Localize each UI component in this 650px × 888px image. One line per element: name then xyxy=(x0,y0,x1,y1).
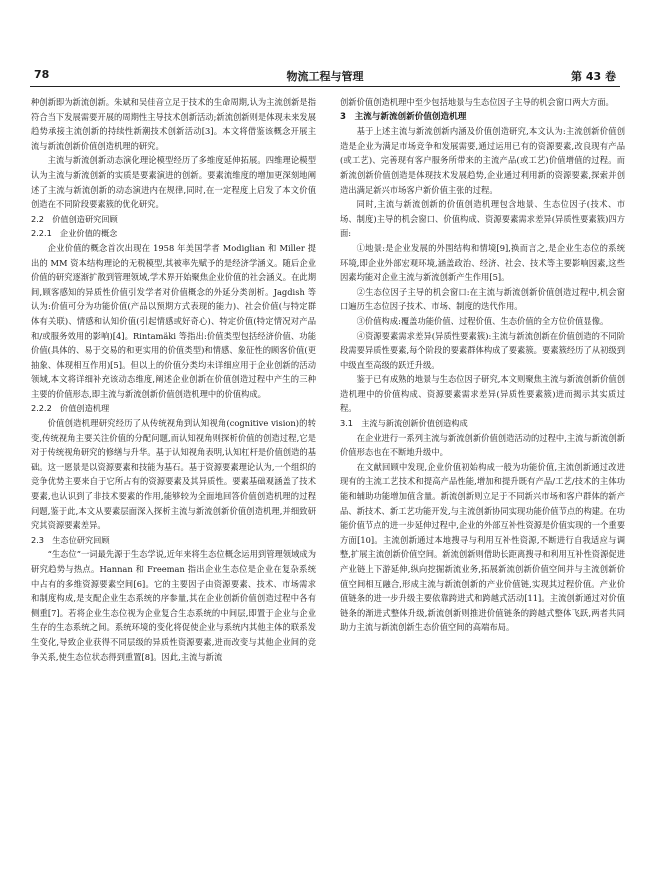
paragraph: 在企业进行一系列主流与新流创新价值创造活动的过程中,主流与新流创新价值形态也在不断地升级中。 xyxy=(340,432,625,458)
running-header xyxy=(30,66,620,87)
paragraph: ④资源要素需求差异(异质性要素簇):主流与新流创新在价值创造的不同阶段需要异质性要素,每个阶段的要素群体构成了要素簇。要素簇经历了从初级到中级直至高级的跃迁升级。 xyxy=(340,330,625,370)
paragraph: ②生态位因子主导的机会窗口:在主流与新流创新价值创造过程中,机会窗口遍历生态位因子技术、市场、制度的迭代作用。 xyxy=(340,286,625,312)
section-heading-2-2-1: 2.2.1 企业价值的概念 xyxy=(31,228,118,239)
page-number: 78 xyxy=(34,68,50,81)
paragraph: 创新价值创造机理中至少包括地景与生态位因子主导的机会窗口两大方面。 xyxy=(340,97,614,107)
section-heading-2-2: 2.2 价值创造研究回顾 xyxy=(31,213,118,224)
section-heading-3-1: 3.1 主流与新流创新价值创造构成 xyxy=(340,418,468,429)
journal-title: 物流工程与管理 xyxy=(286,70,364,83)
paragraph: 在文献回顾中发现,企业价值初始构成一般为功能价值,主流创新通过改进现有的主流工艺技术和提高产品性能,增加和提升既有产品/工艺/技术的主体功能和辅助功能增加值含量。新流创新则立足于不同新兴市场和客户群体的新产品、新技术、新工艺功能开发,与主流创新协同实现功能价值节点的构建。在功能价值节点的进一步延伸过程中,企业的外部互补性资源是价值实现的一个重要方面[10]。主流创新通过本地搜寻与利用互补性资源,不断进行自我适应与调整,扩展主流创新价值空间。新流创新则借助长距离搜寻和利用互补性资源促进产业链上下游延伸,纵向挖掘新流业务,拓展新流创新价值空间并与主流创新价值空间相互融合,形成主流与新流创新的产业价值链,实现其过程价值。产业价值链条的进一步升级主要依靠跨进式和跨越式活动[11]。主流创新通过对价值链条的渐进式整体升级,新流创新则推进价值链条的跨越式整体飞跃,两者共同助力主流与新流创新生态价值空间的高端布局。 xyxy=(340,461,625,633)
section-heading-3: 3 主流与新流创新价值创造机理 xyxy=(340,111,467,122)
right-column xyxy=(340,95,625,635)
paragraph: 同时,主流与新流创新的价值创造机理包含地景、生态位因子(技术、市场、制度)主导的机会窗口、价值构成、资源要素需求差异(异质性要素簇)四方面: xyxy=(340,199,625,239)
section-heading-2-2-2: 2.2.2 价值创造机理 xyxy=(31,403,110,414)
left-column xyxy=(31,95,316,664)
paragraph: 企业价值的概念首次出现在 1958 年美国学者 Modiglian 和 Miller 提出的 MM 资本结构理论的无税模型,其被率先赋予的是经济学涵义。随后企业价值的研究逐渐扩散到管理领域,学术界开始聚焦企业价值的社会涵义。在此期间,顾客感知的异质性价值引发学者对价值概念的外延分类剖析。Jagdish 等认为:价值可分为功能价值(产品以预期方式表现的能力)、社会价值(与特定群体有关联)、情感和认知价值(引起情感或好奇心)、特定价值(特定情况对产品和/或服务效用的影响)[4]。Rintamäki 等指出:价值类型包括经济价值、功能价值(具体的、易于交易的和更实用的价值类型)和情感、象征性的顾客价值(更抽象、体现相互作用)[5]。但以上的价值分类均未详细应用于企业创新的活动领域,本文将详细补充该动态维度,阐述企业创新在价值创造过程中产生的三种主要的价值形态,即主流与新流创新价值创造机理中的价值构成。 xyxy=(31,242,316,399)
paragraph: ①地景:是企业发展的外围结构和情境[9],换而言之,是企业生态位的系统环境,即企业外部宏观环境,涵盖政治、经济、社会、技术等主要影响因素,这些因素均能对企业主流与新流创新产生作用[5]。 xyxy=(340,242,625,283)
paragraph: ③价值构成:覆盖功能价值、过程价值、生态价值的全方位价值显像。 xyxy=(356,315,609,326)
volume-label: 第 43 卷 xyxy=(571,70,616,83)
paragraph: 鉴于已有成熟的地景与生态位因子研究,本文则聚焦主流与新流创新价值创造机理中的价值构成、资源要素需求差异(异质性要素簇)进而揭示其实质过程。 xyxy=(340,374,625,414)
paragraph: 价值创造机理研究经历了从传统视角到认知视角(cognitive vision)的转变,传统视角主要关注价值的分配问题,而认知视角则探析价值的创造过程,它是对于传统视角研究的修缮与升华。基于认知视角表明,认知杠杆是价值创造的基础。这一愿景是以资源要素和技能为基石。基于资源要素理论认为,一个组织的竞争优势主要来自于它所占有的资源要素及其异质性。要素基础观涵盖了技术要素,也认识到了非技术要素的作用,能够较为全面地回答价值创造机理的过程问题,鉴于此,本文从要素层面深入探析主流与新流创新价值创造机理,并细致研究其资源要素差异。 xyxy=(31,418,316,531)
paragraph: 基于上述主流与新流创新内涵及价值创造研究,本文认为:主流创新价值创造是企业为满足市场竞争和发展需要,通过运用已有的资源要素,改良现有产品(或工艺)、完善现有客户服务所带来的主流产品(或工艺)价值增值的过程。而新流创新价值创造是体现技术发展趋势,企业通过利用新的资源要素,探索并创造出满足新兴市场客户新价值主张的过程。 xyxy=(340,126,625,195)
paragraph: “生态位”一词最先源于生态学说,近年来将生态位概念运用到管理领域成为研究趋势与热点。Hannan 和 Freeman 指出企业生态位是企业在复杂系统中占有的多维资源要素空间[6]。它的主要因子由资源要素、技术、市场需求和制度构成,是支配企业生态系统的序参量,其在企业创新价值创造过程中各有侧重[7]。若将企业生态位视为企业复合生态系统的中间层,即置于企业与企业生存的生态系统之间。系统环境的变化将促使企业与系统内其他主体的联系发生变化,导致企业获得不同层级的异质性资源要素,进而改变与其他企业间的竞争关系,使生态位状态得到重置[8]。因此,主流与新流 xyxy=(31,549,316,662)
paragraph: 主流与新流创新动态演化理论模型经历了多维度延伸拓展。四维理论模型认为主流与新流创新的实质是要素演进的创新。要素流维度的增加更深刻地阐述了主流与新流创新的动态演进内在规律,同时,在一定程度上启发了本文价值创造在不同阶段要素簇的优化研究。 xyxy=(31,155,316,210)
section-heading-2-3: 2.3 生态位研究回顾 xyxy=(31,534,110,545)
paragraph: 种创新即为新流创新。朱斌和吴佳音立足于技术的生命周期,认为主流创新是指符合当下发展需要开展的周期性主导技术创新活动;新流创新则是体现未来发展趋势承接主流创新的持续性新潮技术创新活动[3]。本文将借鉴该概念开展主流与新流创新价值创造机理的研究。 xyxy=(31,97,316,151)
